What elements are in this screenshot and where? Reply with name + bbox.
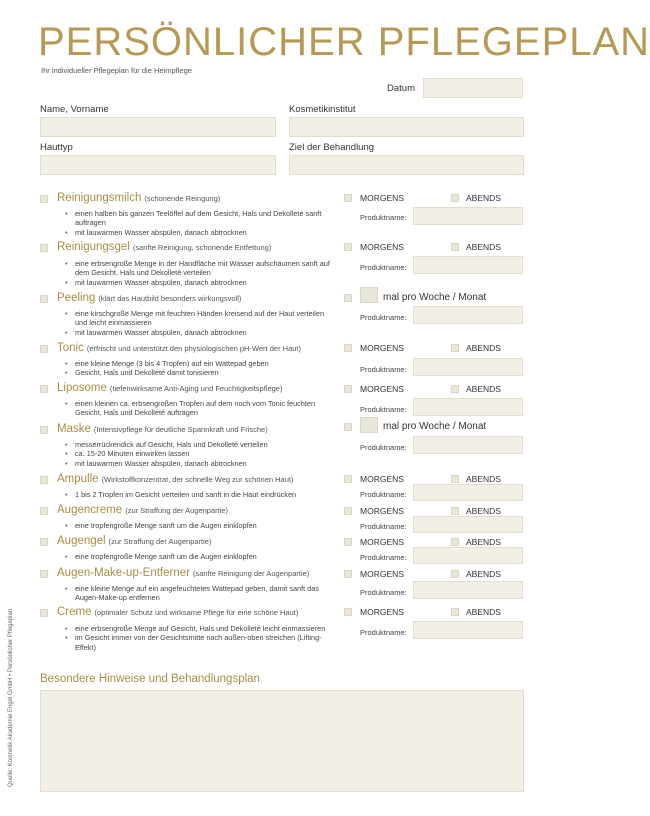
item-title	[57, 241, 271, 253]
produktname-field[interactable]	[413, 436, 523, 454]
item-checkbox[interactable]	[40, 345, 48, 353]
abends-label: ABENDS	[466, 506, 501, 516]
produktname-label: Produktname:	[360, 313, 407, 322]
institut-label: Kosmetikinstitut	[289, 104, 356, 115]
morgens-checkbox[interactable]	[344, 344, 352, 352]
weekly-checkbox[interactable]	[344, 423, 352, 431]
item-name: Maske	[57, 423, 91, 435]
item-bullets	[63, 584, 333, 603]
produktname-field[interactable]	[413, 621, 523, 639]
item-checkbox[interactable]	[40, 295, 48, 303]
bullet-text: • eine kirschgroße Menge mit feuchten Händen kreisend auf der Haut verteilen und leicht einmassieren	[63, 309, 333, 328]
item-name: Reinigungsgel	[57, 241, 130, 253]
bullet-text: • eine kleine Menge (3 bis 4 Tropfen) auf ein Wattepad geben	[63, 359, 333, 368]
item-name: Creme	[57, 606, 92, 618]
abends-checkbox[interactable]	[451, 608, 459, 616]
item-name: Augencreme	[57, 504, 123, 516]
bullet-text: • Gesicht, Hals und Dekolleté damit tonisieren	[63, 368, 333, 377]
abends-label: ABENDS	[466, 343, 501, 353]
name-field[interactable]	[40, 117, 276, 137]
item-bullets	[63, 259, 333, 287]
item-bullets	[63, 490, 338, 499]
abends-label: ABENDS	[466, 607, 501, 617]
item-checkbox[interactable]	[40, 476, 48, 484]
produktname-field[interactable]	[413, 306, 523, 324]
abends-label: ABENDS	[466, 537, 501, 547]
produktname-label: Produktname:	[360, 405, 407, 414]
item-bullets	[63, 209, 333, 237]
hauttyp-label: Hauttyp	[40, 142, 73, 153]
produktname-field[interactable]	[413, 398, 523, 416]
frequency-field[interactable]	[360, 417, 378, 433]
ziel-label: Ziel der Behandlung	[289, 142, 375, 153]
produktname-field[interactable]	[413, 581, 523, 599]
item-note: (Intensivpflege für deutliche Spannkraft und Frische)	[93, 425, 268, 434]
item-checkbox[interactable]	[40, 570, 48, 578]
morgens-label: MORGENS	[360, 242, 404, 252]
morgens-checkbox[interactable]	[344, 608, 352, 616]
item-checkbox[interactable]	[40, 538, 48, 546]
item-note: (klärt das Hautbild besonders wirkungsvoll)	[98, 294, 242, 303]
bullet-text: • eine kleine Menge auf ein angefeuchtetes Wattepad geben, damit sanft das Augen-Make-up entfernen	[63, 584, 333, 603]
item-note: (tiefenwirksame Anti-Aging und Feuchtigkeitspflege)	[109, 384, 283, 393]
morgens-checkbox[interactable]	[344, 243, 352, 251]
notes-field[interactable]	[40, 690, 524, 792]
bullet-text: • eine tropfengroße Menge sanft um die Augen einklopfen	[63, 552, 333, 561]
bullet-text: • einen halben bis ganzen Teelöffel auf dem Gesicht, Hals und Dekolleté sanft auftragen	[63, 209, 333, 228]
morgens-label: MORGENS	[360, 193, 404, 203]
bullet-text: • mit lauwarmen Wasser abspülen, danach abtrocknen	[63, 228, 333, 237]
item-title	[57, 342, 301, 354]
abends-checkbox[interactable]	[451, 344, 459, 352]
item-title	[57, 423, 268, 435]
bullet-text: • mit lauwarmen Wasser abspülen, danach abtrocknen	[63, 328, 333, 337]
produktname-label: Produktname:	[360, 553, 407, 562]
item-note: (sanfte Reinigung, schonende Entfettung)	[132, 243, 272, 252]
bullet-text: • eine erbsengroße Menge in der Handfläche mit Wasser aufschäumen sanft auf dem Gesicht, Hals und Dekolleté verteilen	[63, 259, 333, 278]
abends-label: ABENDS	[466, 384, 501, 394]
item-note: (optimaler Schutz und wirksame Pflege für eine schöne Haut)	[94, 608, 299, 617]
item-note: (schonende Reingung)	[144, 194, 221, 203]
abends-label: ABENDS	[466, 242, 501, 252]
item-bullets	[63, 359, 333, 378]
item-checkbox[interactable]	[40, 609, 48, 617]
produktname-label: Produktname:	[360, 490, 407, 499]
item-note: (zur Straffung der Augenpartie)	[108, 537, 212, 546]
bullet-text: • ca. 15-20 Minuten einwirken lassen	[63, 449, 333, 458]
abends-checkbox[interactable]	[451, 570, 459, 578]
item-checkbox[interactable]	[40, 385, 48, 393]
morgens-label: MORGENS	[360, 569, 404, 579]
name-label: Name, Vorname	[40, 104, 109, 115]
item-name: Liposome	[57, 382, 107, 394]
item-bullets	[63, 309, 333, 337]
item-bullets	[63, 440, 333, 468]
item-note: (erfrischt und unterstützt den physiologischen pH-Wert der Haut)	[86, 344, 301, 353]
bullet-text: • mit lauwarmen Wasser abspülen, danach abtrocknen	[63, 278, 333, 287]
bullet-text: • eine erbsengroße Menge auf Gesicht, Hals und Dekolleté leicht einmassieren	[63, 624, 333, 633]
source-note: Quelle: Kosmetik Akademie Engel GmbH • Persönlicher Pflegeplan	[8, 608, 14, 787]
produktname-label: Produktname:	[360, 443, 407, 452]
weekly-checkbox[interactable]	[344, 294, 352, 302]
produktname-field[interactable]	[413, 484, 523, 501]
abends-checkbox[interactable]	[451, 475, 459, 483]
bullet-text: • mit lauwarmen Wasser abspülen, danach abtrocknen	[63, 459, 333, 468]
abends-checkbox[interactable]	[451, 243, 459, 251]
bullet-text: • 1 bis 2 Tropfen im Gesicht verteilen und sanft in die Haut eindrücken	[63, 490, 338, 499]
produktname-label: Produktname:	[360, 522, 407, 531]
item-checkbox[interactable]	[40, 195, 48, 203]
produktname-label: Produktname:	[360, 263, 407, 272]
pro-woche-label: mal pro Woche / Monat	[383, 292, 487, 303]
hauttyp-field[interactable]	[40, 155, 276, 175]
produktname-label: Produktname:	[360, 588, 407, 597]
bullet-text: • im Gesicht immer von der Gesichtsmitte nach außen-oben streichen (Lifting-Effekt)	[63, 633, 333, 652]
produktname-field[interactable]	[413, 256, 523, 274]
abends-label: ABENDS	[466, 569, 501, 579]
item-checkbox[interactable]	[40, 244, 48, 252]
abends-checkbox[interactable]	[451, 538, 459, 546]
item-name: Reinigungsmilch	[57, 192, 142, 204]
item-name: Tonic	[57, 342, 84, 354]
item-bullets	[63, 521, 333, 530]
abends-checkbox[interactable]	[451, 385, 459, 393]
produktname-field[interactable]	[413, 547, 523, 564]
item-bullets	[63, 624, 333, 652]
item-title	[57, 535, 211, 547]
morgens-label: MORGENS	[360, 474, 404, 484]
morgens-checkbox[interactable]	[344, 385, 352, 393]
morgens-checkbox[interactable]	[344, 194, 352, 202]
produktname-label: Produktname:	[360, 628, 407, 637]
morgens-checkbox[interactable]	[344, 570, 352, 578]
morgens-checkbox[interactable]	[344, 538, 352, 546]
item-title	[57, 504, 228, 516]
produktname-label: Produktname:	[360, 365, 407, 374]
bullet-text: • eine tropfengroße Menge sanft um die Augen einklopfen	[63, 521, 333, 530]
item-title	[57, 473, 293, 485]
frequency-field[interactable]	[360, 287, 378, 303]
produktname-field[interactable]	[413, 516, 523, 533]
item-name: Peeling	[57, 292, 96, 304]
morgens-checkbox[interactable]	[344, 507, 352, 515]
item-note: (zur Straffung der Augenpartie)	[125, 506, 229, 515]
abends-label: ABENDS	[466, 193, 501, 203]
morgens-label: MORGENS	[360, 384, 404, 394]
abends-checkbox[interactable]	[451, 194, 459, 202]
produktname-field[interactable]	[413, 358, 523, 376]
item-bullets	[63, 552, 333, 561]
item-note: (sanfte Reinigung der Augenpartie)	[192, 569, 310, 578]
item-checkbox[interactable]	[40, 426, 48, 434]
page-title: PERSÖNLICHER PFLEGEPLAN	[38, 20, 650, 64]
notes-heading: Besondere Hinweise und Behandlungsplan	[40, 673, 260, 685]
item-checkbox[interactable]	[40, 507, 48, 515]
item-title	[57, 382, 282, 394]
datum-label: Datum	[387, 83, 415, 94]
bullet-text: • einen kleinen ca. erbsengroßen Tropfen auf dem noch vom Tonic feuchten Gesicht, Hals und Dekolleté auftragen	[63, 399, 333, 418]
abends-checkbox[interactable]	[451, 507, 459, 515]
institut-field[interactable]	[289, 117, 524, 137]
item-title	[57, 292, 241, 304]
item-title	[57, 567, 309, 579]
pro-woche-label: mal pro Woche / Monat	[383, 421, 487, 432]
item-name: Ampulle	[57, 473, 99, 485]
produktname-label: Produktname:	[360, 213, 407, 222]
item-title	[57, 192, 220, 204]
item-bullets	[63, 399, 333, 418]
item-name: Augengel	[57, 535, 106, 547]
page-subtitle: Ihr individueller Pflegeplan für die Heimpflege	[41, 66, 192, 75]
morgens-label: MORGENS	[360, 343, 404, 353]
morgens-label: MORGENS	[360, 506, 404, 516]
item-title	[57, 606, 298, 618]
morgens-checkbox[interactable]	[344, 475, 352, 483]
morgens-label: MORGENS	[360, 537, 404, 547]
datum-field[interactable]	[423, 78, 523, 98]
item-name: Augen-Make-up-Entferner	[57, 567, 190, 579]
ziel-field[interactable]	[289, 155, 524, 175]
morgens-label: MORGENS	[360, 607, 404, 617]
item-note: (Wirkstoffkonzentrat, der schnelle Weg zur schönen Haut)	[101, 475, 294, 484]
abends-label: ABENDS	[466, 474, 501, 484]
bullet-text: • messerrückendick auf Gesicht, Hals und Dekolleté verteilen	[63, 440, 333, 449]
produktname-field[interactable]	[413, 207, 523, 225]
